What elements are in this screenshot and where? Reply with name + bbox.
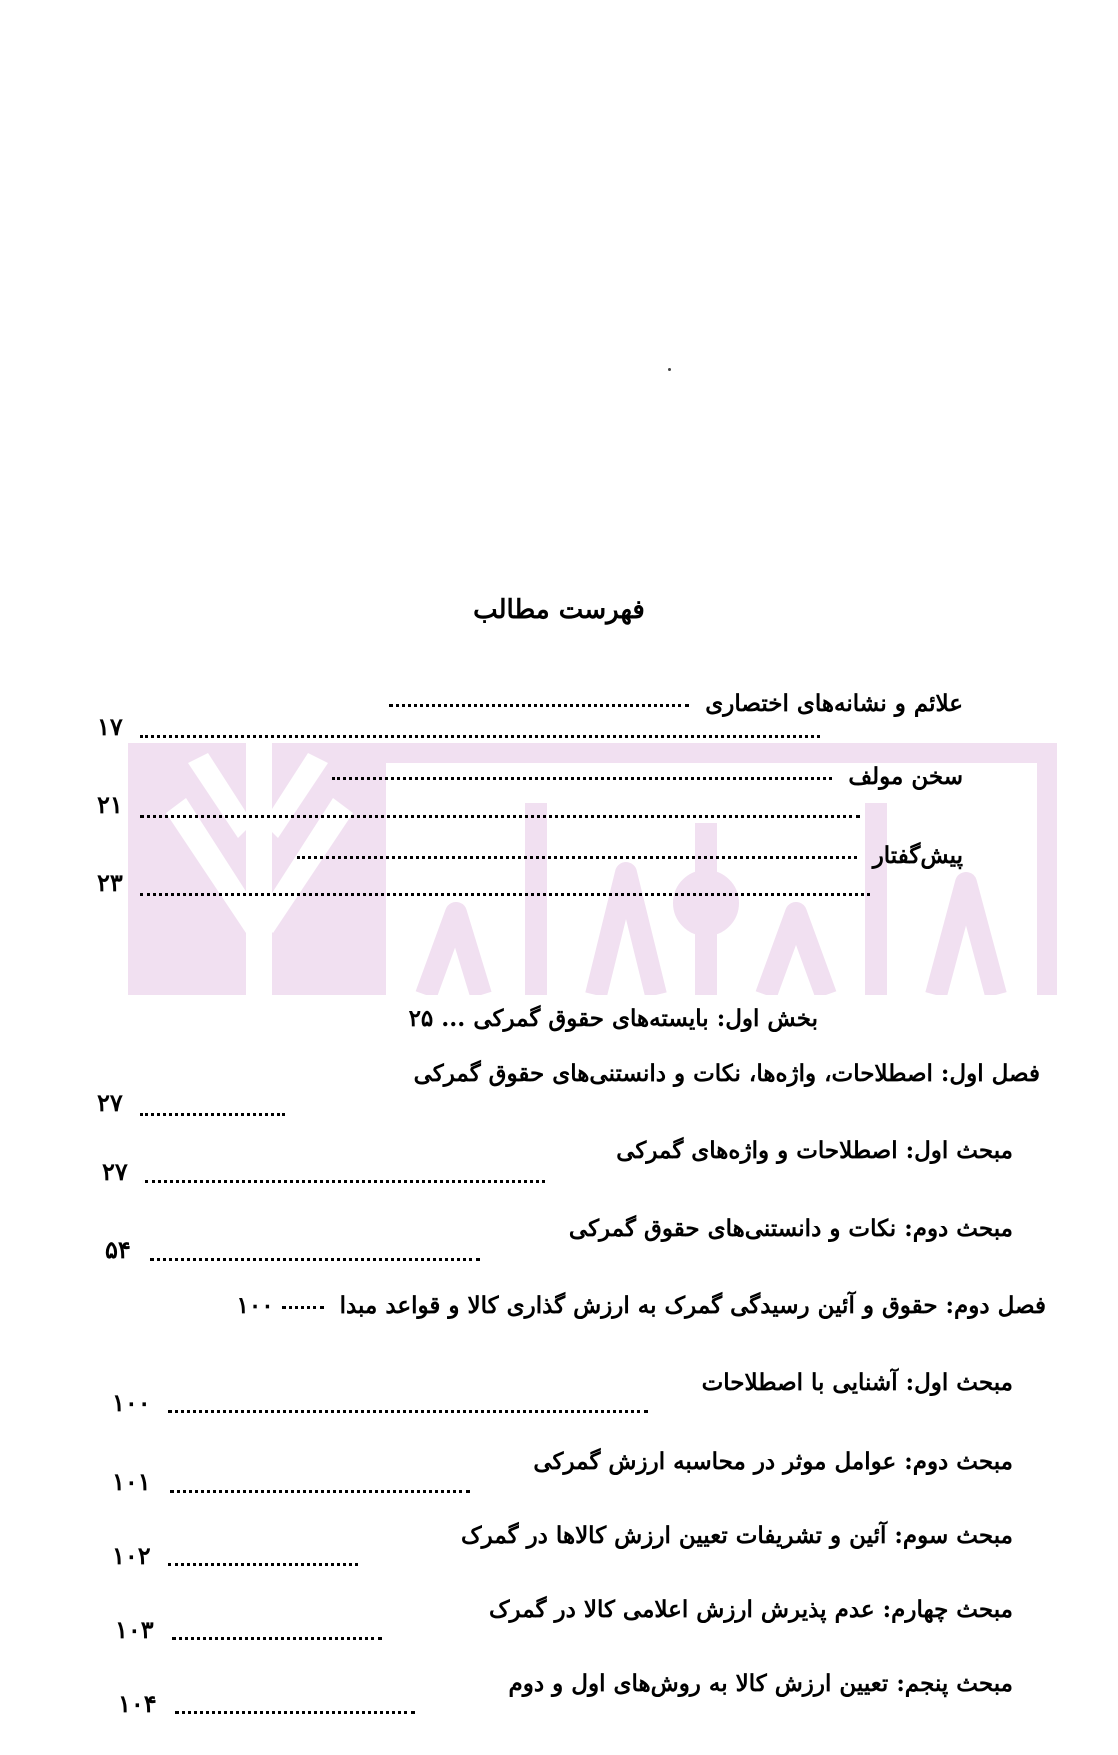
dot-leader <box>140 735 820 738</box>
toc-section[interactable]: مبحث اول: آشنایی با اصطلاحات <box>701 1369 1013 1396</box>
dot-leader <box>170 1490 470 1493</box>
toc-entry-abbreviations[interactable]: علائم و نشانه‌های اختصاری <box>389 690 963 717</box>
dot-leader <box>168 1410 648 1413</box>
dot-leader <box>332 777 832 780</box>
dot-leader <box>389 704 689 707</box>
dot-leader <box>172 1637 382 1640</box>
dot-leader <box>150 1258 480 1261</box>
dot-leader <box>282 1306 324 1309</box>
page-number: ۲۱ <box>97 790 123 819</box>
page-number: ۱۰۱ <box>112 1467 151 1496</box>
page-number: ۱۰۳ <box>115 1615 154 1644</box>
toc-entry-author-note[interactable]: سخن مولف <box>332 763 963 790</box>
page-number: ۱۷ <box>97 712 123 741</box>
page-number: ۱۰۰ <box>236 1292 274 1319</box>
page-title: فهرست مطالب <box>473 595 645 625</box>
page-number: ۲۷ <box>102 1157 128 1186</box>
dot-leader <box>140 893 870 896</box>
toc-part-1[interactable]: بخش اول: بایسته‌های حقوق گمرکی ... ۲۵ <box>408 1005 818 1032</box>
toc-chapter-2[interactable]: فصل دوم: حقوق و آئین رسیدگی گمرک به ارزش گذاری کالا و قواعد مبدا ۱۰۰ <box>236 1292 1046 1319</box>
dot-leader <box>168 1563 358 1566</box>
toc-section[interactable]: مبحث اول: اصطلاحات و واژه‌های گمرکی <box>616 1137 1013 1164</box>
toc-chapter-1[interactable]: فصل اول: اصطلاحات، واژه‌ها، نکات و دانستنی‌های حقوق گمرکی <box>413 1060 1040 1087</box>
page-number: ۱۰۴ <box>118 1689 157 1718</box>
page-number: ۲۳ <box>97 868 123 897</box>
toc-section[interactable]: مبحث سوم: آئین و تشریفات تعیین ارزش کالاها در گمرک <box>461 1522 1013 1549</box>
page-number: ۲۷ <box>97 1088 123 1117</box>
dot-leader <box>297 856 857 859</box>
toc-section[interactable]: مبحث پنجم: تعیین ارزش کالا به روش‌های اول و دوم <box>508 1670 1013 1697</box>
watermark-calligraphy-icon <box>386 763 1037 995</box>
page-mark-dot <box>668 368 671 371</box>
page-number: ۱۰۰ <box>112 1388 151 1417</box>
watermark-text-panel <box>386 763 1037 995</box>
toc-section[interactable]: مبحث دوم: عوامل موثر در محاسبه ارزش گمرکی <box>533 1448 1013 1475</box>
page-number: ۱۰۲ <box>112 1541 151 1570</box>
toc-section[interactable]: مبحث چهارم: عدم پذیرش ارزش اعلامی کالا در گمرک <box>488 1596 1013 1623</box>
page-number: ۵۴ <box>105 1235 131 1264</box>
dot-leader <box>175 1711 415 1714</box>
toc-section[interactable]: مبحث دوم: نکات و دانستنی‌های حقوق گمرکی <box>568 1215 1013 1242</box>
dot-leader <box>140 1113 285 1116</box>
toc-entry-preface[interactable]: پیش‌گفتار <box>297 842 963 869</box>
dot-leader <box>145 1180 545 1183</box>
dot-leader <box>140 815 860 818</box>
